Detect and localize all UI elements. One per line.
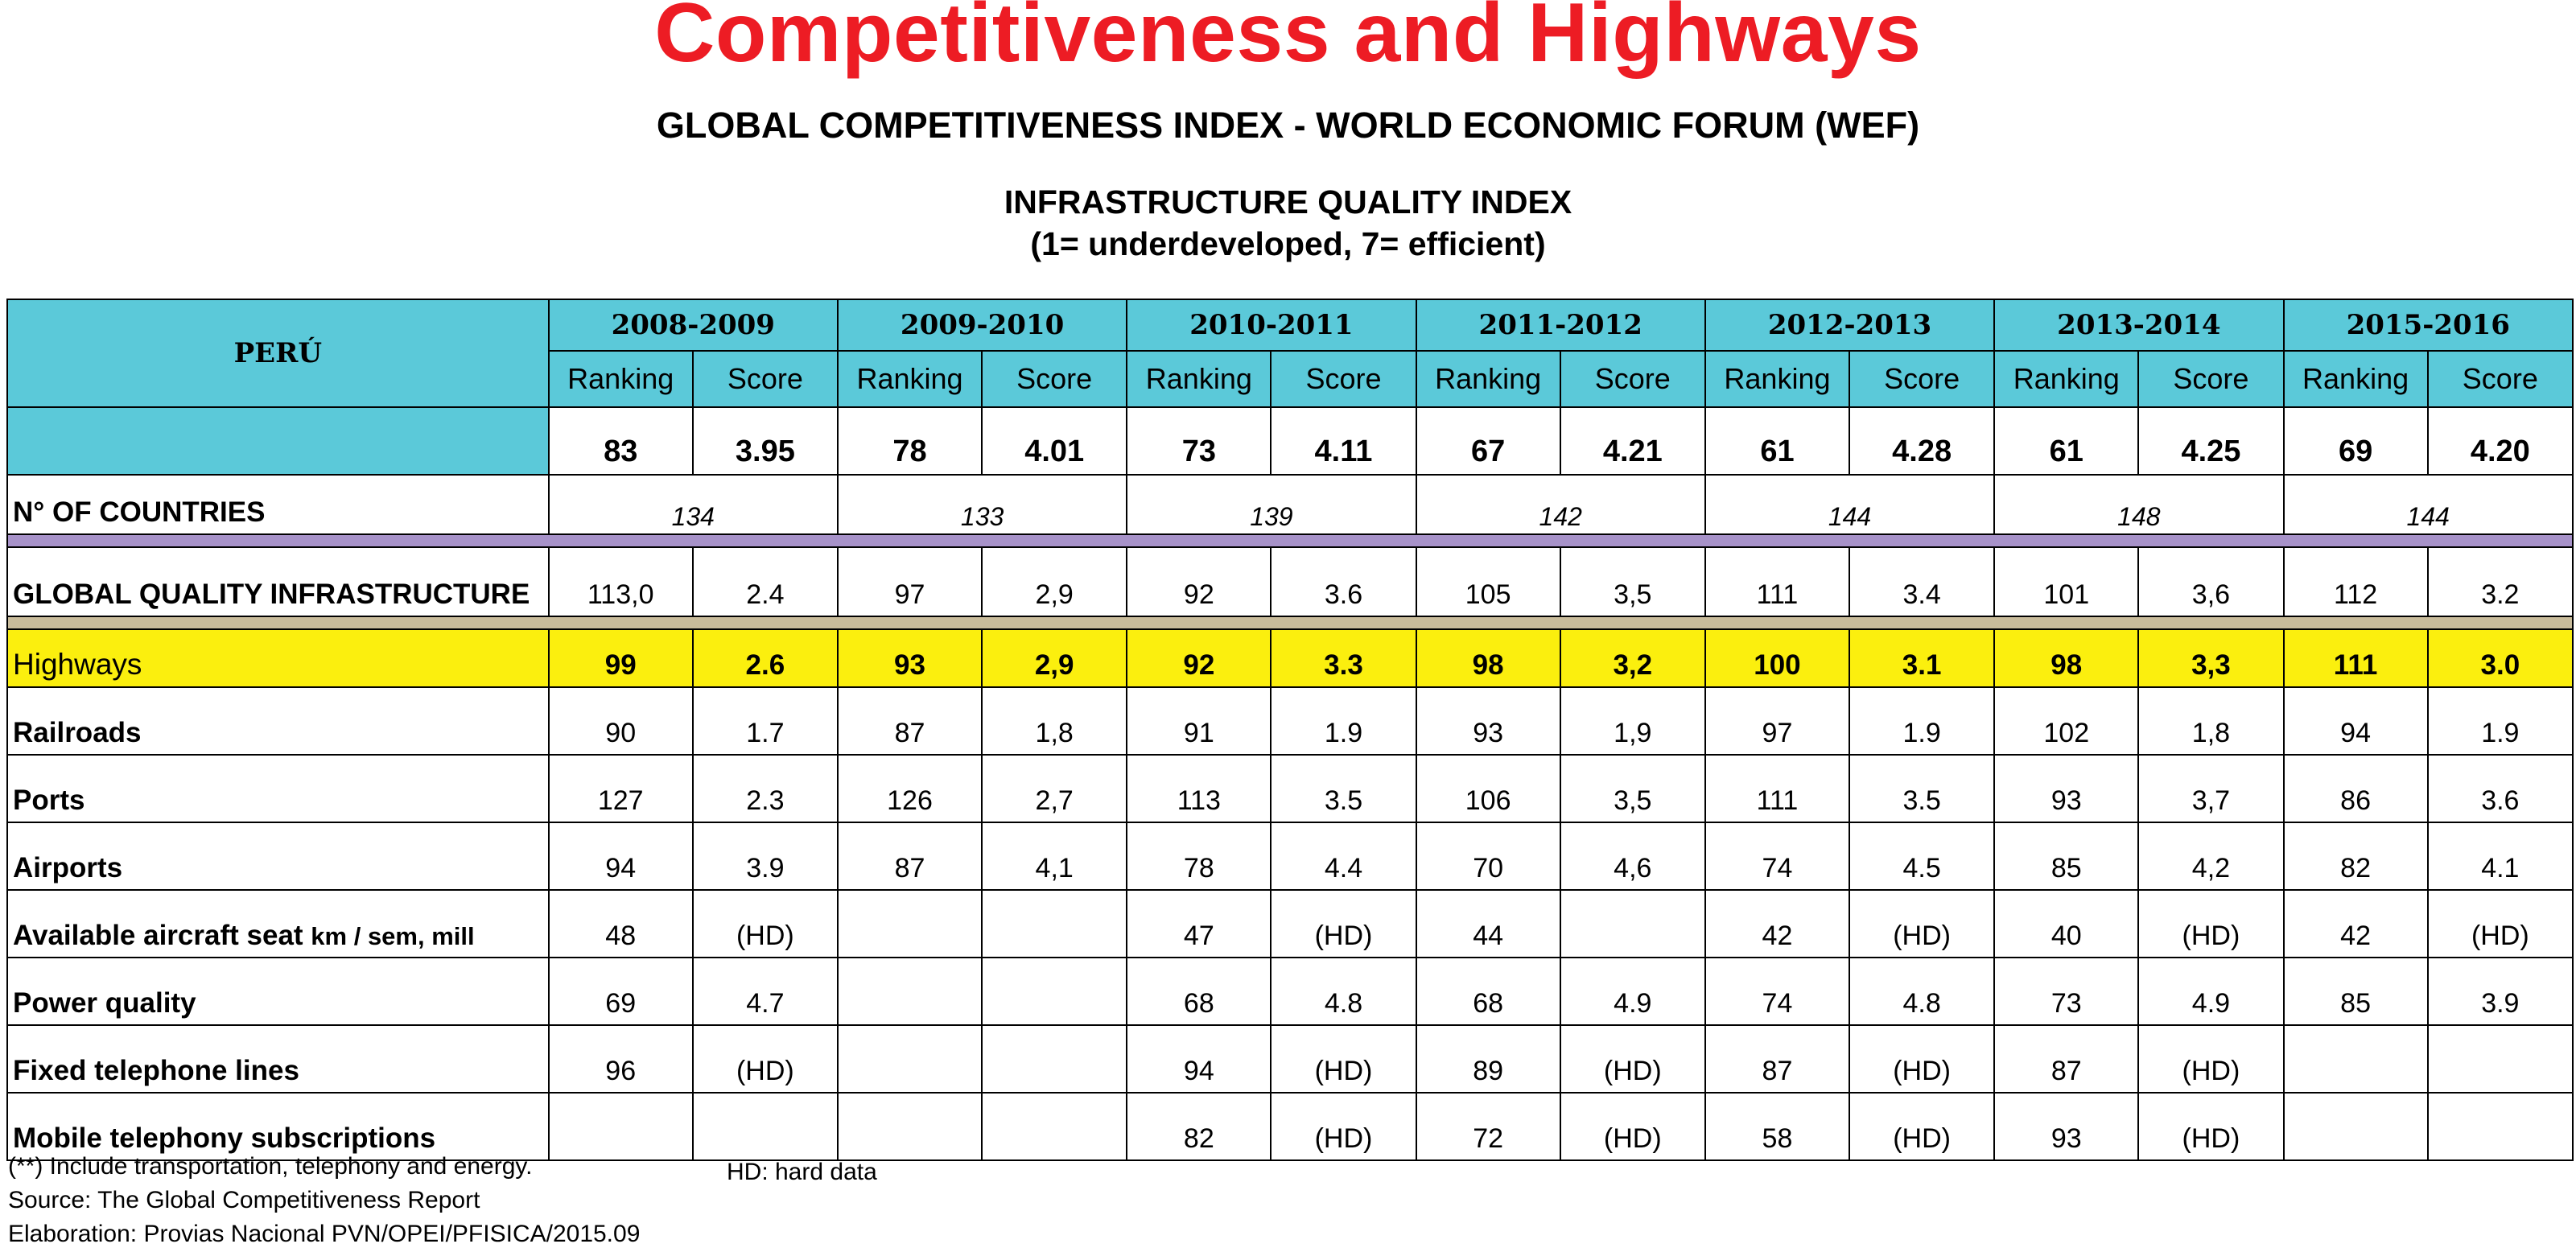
indicator-cell: 100 (1705, 629, 1849, 687)
indicator-label-text: Highways (13, 648, 142, 681)
indicator-cell (838, 958, 982, 1025)
indicator-cell: 113 (1127, 755, 1271, 822)
indicator-cell: (HD) (2428, 890, 2573, 958)
indicator-cell: 1.9 (1849, 687, 1994, 755)
indicator-cell (982, 1025, 1127, 1093)
indicator-cell: 112 (2284, 547, 2428, 616)
indicator-cell (549, 1093, 693, 1160)
indicator-cell: (HD) (1560, 1093, 1705, 1160)
indicator-cell: 3.6 (2428, 755, 2573, 822)
countries-cell: 134 (549, 475, 838, 534)
indicator-cell: 4.9 (1560, 958, 1705, 1025)
indicator-label (7, 890, 549, 958)
indicator-label-text: Airports (13, 852, 123, 883)
indicator-cell: 4.8 (1271, 958, 1416, 1025)
indicator-cell: (HD) (693, 890, 838, 958)
indicator-cell: 2.6 (693, 629, 838, 687)
indicator-cell: 42 (2284, 890, 2428, 958)
score-header: Score (693, 351, 838, 407)
indicator-cell: 2,7 (982, 755, 1127, 822)
indicator-row (7, 1025, 2573, 1093)
separator-row (7, 616, 2573, 629)
indicator-cell: 3,5 (1560, 547, 1705, 616)
ranking-header: Ranking (1127, 351, 1271, 407)
overall-cell: 4.21 (1560, 407, 1705, 475)
overall-cell: 61 (1705, 407, 1849, 475)
indicator-row (7, 755, 2573, 822)
indicator-cell: 93 (1416, 687, 1560, 755)
indicator-label (7, 755, 549, 822)
indicator-cell: (HD) (1271, 890, 1416, 958)
indicator-cell: 3.0 (2428, 629, 2573, 687)
indicator-row (7, 687, 2573, 755)
indicator-cell: 101 (1994, 547, 2138, 616)
indicator-row (7, 547, 2573, 616)
indicator-cell: 3.2 (2428, 547, 2573, 616)
indicator-cell: 127 (549, 755, 693, 822)
year-header-row (7, 299, 2573, 351)
indicator-cell: 3,3 (2138, 629, 2283, 687)
footnote-note: (**) Include transportation, telephony and energy. (8, 1153, 533, 1180)
indicator-cell: 70 (1416, 822, 1560, 890)
indicator-cell: 87 (1705, 1025, 1849, 1093)
indicator-cell: 58 (1705, 1093, 1849, 1160)
score-header: Score (2428, 351, 2573, 407)
indicator-cell: 1,8 (982, 687, 1127, 755)
indicator-cell: 111 (1705, 547, 1849, 616)
indicator-cell: 3,2 (1560, 629, 1705, 687)
indicator-cell: 126 (838, 755, 982, 822)
indicator-cell: 87 (1994, 1025, 2138, 1093)
indicator-cell: 74 (1705, 822, 1849, 890)
score-header: Score (1271, 351, 1416, 407)
indicator-cell: 82 (1127, 1093, 1271, 1160)
indicator-label-text: Fixed telephone lines (13, 1055, 299, 1086)
indicator-cell: 4.8 (1849, 958, 1994, 1025)
indicator-cell: 48 (549, 890, 693, 958)
indicator-cell: 47 (1127, 890, 1271, 958)
indicator-cell (982, 958, 1127, 1025)
country-header-fill (7, 407, 549, 475)
indicator-cell: 87 (838, 687, 982, 755)
footnote-hd: HD: hard data (727, 1159, 877, 1185)
overall-cell: 69 (2284, 407, 2428, 475)
indicator-label (7, 1025, 549, 1093)
indicator-cell (982, 1093, 1127, 1160)
indicator-label-text: Power quality (13, 987, 196, 1019)
indicator-cell (2284, 1025, 2428, 1093)
indicator-cell: 4.7 (693, 958, 838, 1025)
overall-cell: 4.25 (2138, 407, 2283, 475)
score-header: Score (2138, 351, 2283, 407)
indicator-row (7, 958, 2573, 1025)
overall-cell: 4.28 (1849, 407, 1994, 475)
indicator-cell (2428, 1093, 2573, 1160)
indicator-cell: 97 (838, 547, 982, 616)
indicator-row (7, 1093, 2573, 1160)
countries-cell: 133 (838, 475, 1127, 534)
indicator-cell: 98 (1994, 629, 2138, 687)
indicator-cell: 2.4 (693, 547, 838, 616)
indicator-cell: (HD) (1849, 1025, 1994, 1093)
indicator-cell: 4,2 (2138, 822, 2283, 890)
indicator-cell: 94 (2284, 687, 2428, 755)
indicator-cell: 98 (1416, 629, 1560, 687)
indicator-cell: 99 (549, 629, 693, 687)
indicator-cell (1560, 890, 1705, 958)
indicator-cell (982, 890, 1127, 958)
countries-cell: 144 (1705, 475, 1994, 534)
index-title: INFRASTRUCTURE QUALITY INDEX (1004, 183, 1572, 220)
indicator-label-text: Ports (13, 785, 85, 816)
footnote-source: Source: The Global Competitiveness Report (8, 1187, 480, 1213)
indicator-cell: 73 (1994, 958, 2138, 1025)
indicator-cell (2284, 1093, 2428, 1160)
score-header: Score (1849, 351, 1994, 407)
indicator-cell: 92 (1127, 547, 1271, 616)
indicator-cell: (HD) (2138, 890, 2283, 958)
subtitle: GLOBAL COMPETITIVENESS INDEX - WORLD ECONOMIC FORUM (WEF) (656, 105, 1920, 146)
year-header: 2009-2010 (838, 299, 1127, 351)
indicator-cell: 106 (1416, 755, 1560, 822)
indicator-cell (2428, 1025, 2573, 1093)
indicator-cell: 68 (1127, 958, 1271, 1025)
indicator-cell: 1.9 (2428, 687, 2573, 755)
year-header: 2013-2014 (1994, 299, 2283, 351)
indicator-cell: 96 (549, 1025, 693, 1093)
indicator-cell: 74 (1705, 958, 1849, 1025)
separator-row (7, 534, 2573, 547)
overall-cell: 61 (1994, 407, 2138, 475)
indicator-cell: 2,9 (982, 547, 1127, 616)
indicator-cell: 1.7 (693, 687, 838, 755)
indicator-label (7, 687, 549, 755)
indicator-cell: 89 (1416, 1025, 1560, 1093)
indicator-label (7, 958, 549, 1025)
indicator-cell: 86 (2284, 755, 2428, 822)
indicator-cell: (HD) (1560, 1025, 1705, 1093)
score-header: Score (982, 351, 1127, 407)
indicator-label (7, 547, 549, 616)
indicator-cell: 4.1 (2428, 822, 2573, 890)
countries-label: N° OF COUNTRIES (7, 475, 549, 534)
indicator-cell: 2.3 (693, 755, 838, 822)
indicator-cell: 69 (549, 958, 693, 1025)
indicator-cell: 85 (2284, 958, 2428, 1025)
year-header: 2015-2016 (2284, 299, 2574, 351)
indicator-cell: 111 (1705, 755, 1849, 822)
indicator-cell (693, 1093, 838, 1160)
indicator-cell: 3,7 (2138, 755, 2283, 822)
overall-cell: 73 (1127, 407, 1271, 475)
indicator-label (7, 822, 549, 890)
countries-row (7, 475, 2573, 534)
year-header: 2010-2011 (1127, 299, 1416, 351)
indicator-cell: 4,6 (1560, 822, 1705, 890)
indicator-cell: 3.9 (2428, 958, 2573, 1025)
ranking-header: Ranking (1705, 351, 1849, 407)
countries-cell: 142 (1416, 475, 1705, 534)
indicator-cell: 93 (1994, 1093, 2138, 1160)
indicator-cell: (HD) (1271, 1093, 1416, 1160)
indicator-cell: 93 (1994, 755, 2138, 822)
indicator-label-text: Mobile telephony subscriptions (13, 1122, 436, 1154)
indicator-cell: 42 (1705, 890, 1849, 958)
year-header: 2012-2013 (1705, 299, 1994, 351)
indicator-cell: 2,9 (982, 629, 1127, 687)
indicator-cell: 92 (1127, 629, 1271, 687)
indicator-cell: 3.5 (1271, 755, 1416, 822)
indicator-cell: (HD) (2138, 1025, 2283, 1093)
indicator-cell (838, 1025, 982, 1093)
indicator-label-text: GLOBAL QUALITY INFRASTRUCTURE (13, 579, 530, 610)
indicator-cell: 85 (1994, 822, 2138, 890)
indicator-label-unit: km / sem, mill (311, 922, 475, 950)
indicator-cell: 78 (1127, 822, 1271, 890)
indicator-row (7, 629, 2573, 687)
year-header: 2008-2009 (549, 299, 838, 351)
indicator-cell: 1,9 (1560, 687, 1705, 755)
indicator-row (7, 822, 2573, 890)
indicator-cell (838, 1093, 982, 1160)
overall-cell: 4.20 (2428, 407, 2573, 475)
indicator-cell: 44 (1416, 890, 1560, 958)
footnote-elaboration: Elaboration: Provias Nacional PVN/OPEI/PFISICA/2015.09 (8, 1221, 641, 1247)
indicator-cell: (HD) (693, 1025, 838, 1093)
indicator-label (7, 629, 549, 687)
indicator-cell: 3.3 (1271, 629, 1416, 687)
indicator-cell: 91 (1127, 687, 1271, 755)
indicator-cell: (HD) (1849, 1093, 1994, 1160)
indicator-cell: (HD) (1849, 890, 1994, 958)
indicator-label (7, 1093, 549, 1160)
indicator-cell: 1.9 (1271, 687, 1416, 755)
indicator-cell: 3,6 (2138, 547, 2283, 616)
indicator-cell: 113,0 (549, 547, 693, 616)
indicator-cell: 4.9 (2138, 958, 2283, 1025)
indicator-cell: 3.9 (693, 822, 838, 890)
indicator-cell: 3.1 (1849, 629, 1994, 687)
indicator-cell: 90 (549, 687, 693, 755)
indicator-cell: 72 (1416, 1093, 1560, 1160)
indicator-cell: 40 (1994, 890, 2138, 958)
overall-cell: 83 (549, 407, 693, 475)
indicator-cell: 3.5 (1849, 755, 1994, 822)
infrastructure-table (6, 299, 2574, 1161)
indicator-cell: 102 (1994, 687, 2138, 755)
indicator-cell: 4.5 (1849, 822, 1994, 890)
ranking-header: Ranking (2284, 351, 2428, 407)
overall-cell: 3.95 (693, 407, 838, 475)
ranking-header: Ranking (838, 351, 982, 407)
indicator-cell: 82 (2284, 822, 2428, 890)
indicator-cell: 4,1 (982, 822, 1127, 890)
overall-cell: 78 (838, 407, 982, 475)
indicator-cell: (HD) (2138, 1093, 2283, 1160)
indicator-cell: 105 (1416, 547, 1560, 616)
indicator-cell: 3.4 (1849, 547, 1994, 616)
separator-tan (7, 616, 2573, 629)
score-header: Score (1560, 351, 1705, 407)
indicator-label-text: Railroads (13, 717, 142, 748)
countries-cell: 148 (1994, 475, 2283, 534)
indicator-cell: 3,5 (1560, 755, 1705, 822)
indicator-cell: 3.6 (1271, 547, 1416, 616)
ranking-header: Ranking (1416, 351, 1560, 407)
indicator-cell: 93 (838, 629, 982, 687)
ranking-header: Ranking (549, 351, 693, 407)
overall-cell: 4.01 (982, 407, 1127, 475)
overall-row (7, 407, 2573, 475)
indicator-cell: 4.4 (1271, 822, 1416, 890)
separator-purple (7, 534, 2573, 547)
indicator-cell (838, 890, 982, 958)
country-header: PERÚ (7, 299, 549, 407)
countries-cell: 144 (2284, 475, 2574, 534)
indicator-row (7, 890, 2573, 958)
ranking-header: Ranking (1994, 351, 2138, 407)
overall-cell: 67 (1416, 407, 1560, 475)
index-scale: (1= underdeveloped, 7= efficient) (1030, 225, 1546, 262)
page-title: Competitiveness and Highways (654, 0, 1922, 80)
indicator-cell: 1,8 (2138, 687, 2283, 755)
overall-cell: 4.11 (1271, 407, 1416, 475)
indicator-cell: 94 (549, 822, 693, 890)
indicator-cell: 94 (1127, 1025, 1271, 1093)
indicator-cell: 97 (1705, 687, 1849, 755)
indicator-label-text: Available aircraft seat (13, 920, 303, 951)
indicator-cell: 111 (2284, 629, 2428, 687)
indicator-cell: (HD) (1271, 1025, 1416, 1093)
year-header: 2011-2012 (1416, 299, 1705, 351)
indicator-cell: 68 (1416, 958, 1560, 1025)
indicator-cell: 87 (838, 822, 982, 890)
countries-cell: 139 (1127, 475, 1416, 534)
